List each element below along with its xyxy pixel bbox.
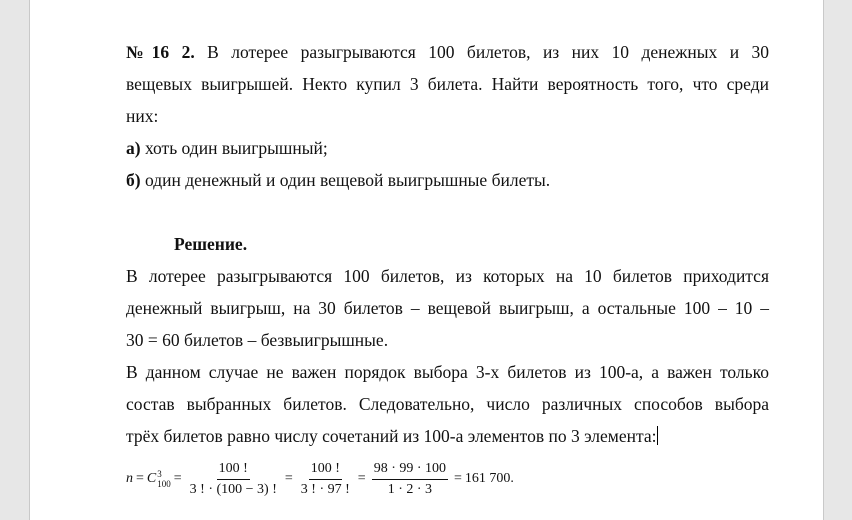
formula-eq-3: = <box>284 471 293 486</box>
fraction-3-denominator: 1 · 2 · 3 <box>387 481 433 497</box>
problem-line-3: них: <box>126 106 159 126</box>
combination-scripts <box>157 469 171 489</box>
solution-p1-line1: В лотерее разыгрываются 100 билетов, из которых на 10 билетов приходится <box>126 266 769 286</box>
combination-letter: C <box>146 471 157 486</box>
problem-statement <box>126 36 769 196</box>
problem-line-2: вещевых выигрышей. Некто купил 3 билета. Найти вероятность того, что среди <box>126 74 769 94</box>
fraction-1-numerator: 100 ! <box>217 461 250 480</box>
solution-body <box>126 260 769 452</box>
formula-eq-1: = <box>136 471 144 486</box>
fraction-2 <box>299 461 352 498</box>
formula-eq-2: = <box>173 471 182 486</box>
solution-p2-line1: В данном случае не важен порядок выбора 3-х билетов из 100-а, а важен только <box>126 362 769 382</box>
formula-lhs-var: n <box>126 471 133 486</box>
item-a-label: а) <box>126 138 141 158</box>
item-b-text: один денежный и один вещевой выигрышные билеты. <box>144 170 551 190</box>
formula-result: 161 700 <box>464 471 511 486</box>
fraction-1 <box>188 461 279 498</box>
solution-heading: Решение. <box>174 234 248 254</box>
item-a-text: хоть один выигрышный; <box>144 138 328 158</box>
problem-number: №16 2. <box>126 42 195 62</box>
solution-p2-line2: состав выбранных билетов. Следовательно, число различных способов выбора <box>126 394 769 414</box>
item-b <box>126 164 769 196</box>
combination-sup: 3 <box>157 469 162 479</box>
formula-eq-4: = <box>357 471 366 486</box>
formula-end: . <box>510 471 514 486</box>
item-a <box>126 132 769 164</box>
fraction-3-numerator: 98 · 99 · 100 <box>372 461 448 480</box>
formula-eq-5: = <box>454 471 462 486</box>
problem-text-1: В лотерее разыгрываются 100 билетов, из них 10 денежных и 30 <box>207 42 769 62</box>
document-page[interactable] <box>29 0 824 520</box>
fraction-2-denominator: 3 ! · 97 ! <box>300 481 350 497</box>
combination-symbol <box>147 469 171 489</box>
text-cursor <box>657 426 658 445</box>
solution-p1-line3: 30 = 60 билетов – безвыигрышные. <box>126 330 389 350</box>
item-b-label: б) <box>126 170 141 190</box>
combination-sub: 100 <box>157 479 171 489</box>
combination-formula <box>126 454 514 504</box>
fraction-1-denominator: 3 ! · (100 − 3) ! <box>189 481 277 497</box>
fraction-2-numerator: 100 ! <box>309 461 342 480</box>
solution-p1-line2: денежный выигрыш, на 30 билетов – вещевой выигрыш, а остальные 100 – 10 – <box>126 298 769 318</box>
solution-p2-line3-text: трёх билетов равно числу сочетаний из 100-а элементов по 3 элемента: <box>126 426 657 446</box>
solution-p2-line3 <box>126 420 769 452</box>
left-gutter <box>0 0 29 520</box>
problem-line-1 <box>126 36 769 68</box>
fraction-3 <box>372 461 448 498</box>
